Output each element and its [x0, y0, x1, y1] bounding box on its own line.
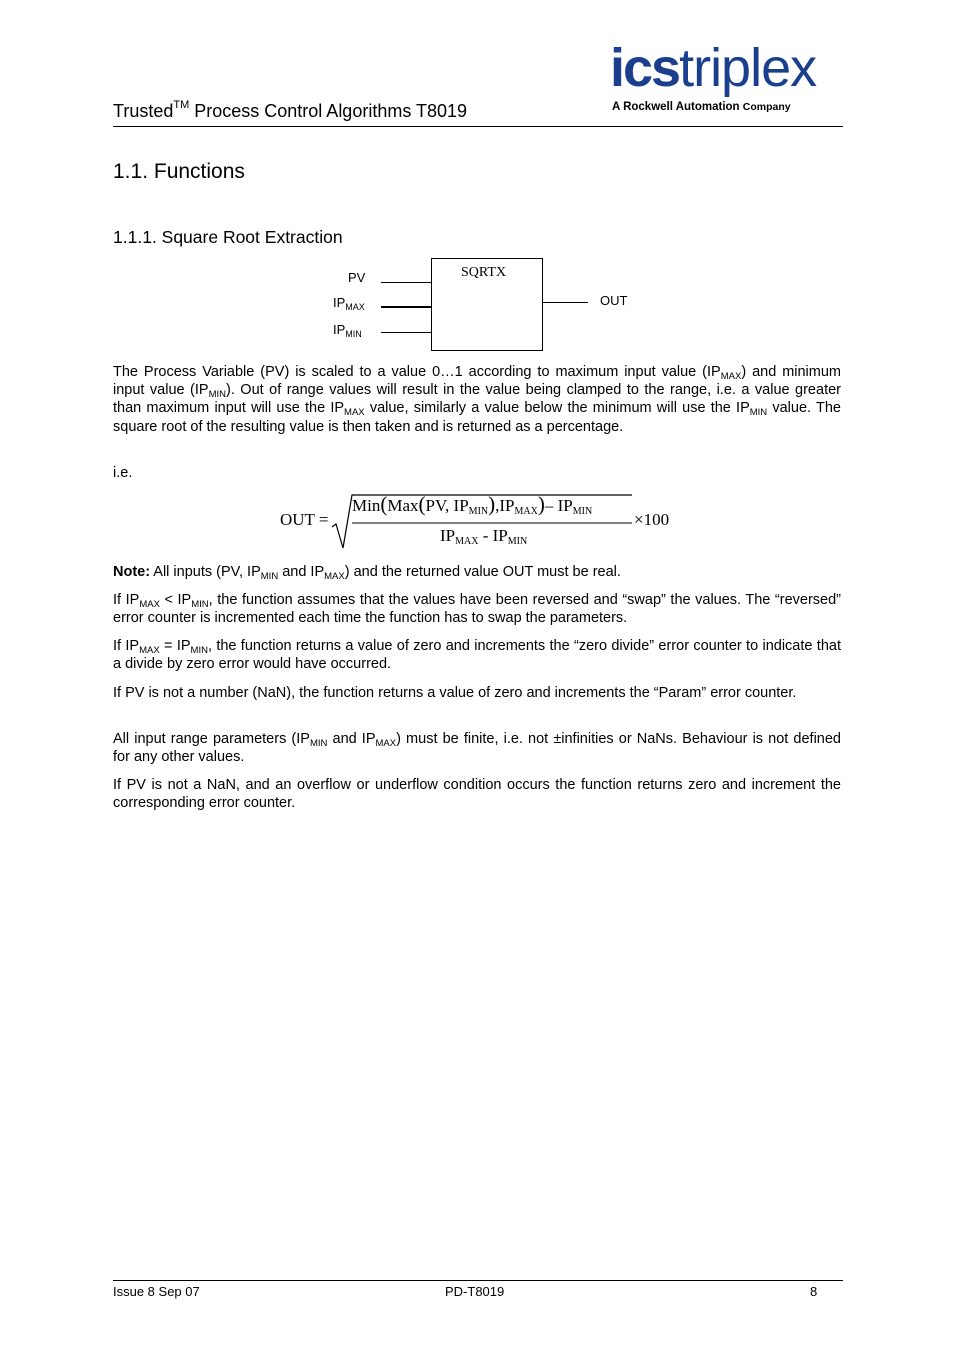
section-heading: 1.1. Functions: [113, 160, 245, 183]
p5-sub-2: MAX: [375, 738, 397, 749]
p1-sub-1: MAX: [720, 371, 742, 382]
note-sub-2: MAX: [324, 571, 345, 582]
p5-text-a: All input range parameters (IP: [113, 731, 310, 747]
formula-minus-ip: – IP: [544, 496, 573, 515]
footer-doc-id: PD-T8019: [445, 1284, 505, 1299]
note-text-b: and IP: [278, 564, 325, 580]
p3-text-c: , the function returns a value of zero and increments the “zero divide” error counter to indicate that a divide by zero error would have occurred.: [113, 638, 841, 673]
logo-tagline: [612, 101, 791, 113]
paragraph-finite: [113, 730, 841, 766]
logo-triplex: triplex: [679, 38, 817, 98]
p3-sub-2: MIN: [190, 645, 208, 656]
p2-sub-1: MAX: [139, 599, 160, 610]
p1-text-a: The Process Variable (PV) is scaled to a value 0…1 according to maximum input value (IP: [113, 364, 721, 380]
p2-sub-2: MIN: [191, 599, 209, 610]
p3-sub-1: MAX: [139, 645, 160, 656]
paragraph-scaling: [113, 363, 841, 436]
note-text-a: All inputs (PV, IP: [150, 564, 261, 580]
p1-text-d: value, similarly a value below the minimum will use the IP: [364, 400, 750, 417]
p5-text-b: and IP: [327, 731, 376, 747]
formula-sub-min-1: MIN: [468, 506, 489, 517]
paragraph-swap: [113, 591, 841, 627]
p2-text-b: < IP: [159, 592, 192, 608]
input-label-ipmin-base: IP: [333, 322, 346, 337]
formula-sub-min-2: MIN: [572, 506, 593, 517]
input-label-ipmax-base: IP: [333, 295, 346, 310]
formula-numerator: [352, 492, 593, 517]
title-text-rest: Process Control Algorithms T8019: [189, 101, 468, 121]
logo-tagline-company: Company: [742, 101, 791, 113]
p3-text-a: If IP: [113, 638, 140, 654]
formula-pv-ip: PV, IP: [425, 496, 469, 515]
document-title: [113, 101, 467, 122]
p1-text-b: ) and minimum input value (IP: [113, 364, 842, 399]
input-line-ipmax: [381, 306, 431, 308]
p1-text-e: value. The square root of the resulting value is then taken and is returned as a percentage.: [113, 400, 841, 435]
formula-den-minus-ip: - IP: [478, 526, 508, 545]
logo-ics: ics: [610, 38, 680, 98]
input-label-ipmin-sub: MIN: [345, 329, 362, 339]
formula-max: Max: [387, 496, 419, 515]
p1-sub-4: MIN: [749, 407, 768, 419]
input-label-ipmax-sub: MAX: [345, 302, 365, 312]
input-line-pv: [381, 282, 431, 283]
formula-min: Min: [352, 496, 381, 515]
formula-denominator: [440, 526, 527, 546]
note-text-c: ) and the returned value OUT must be real.: [344, 564, 621, 580]
p2-text-a: If IP: [113, 592, 140, 608]
paren-open-1: (: [380, 492, 388, 516]
output-label: OUT: [600, 293, 628, 308]
formula-ip-max: ,IP: [495, 496, 515, 515]
paragraph-overflow: If PV is not a NaN, and an overflow or underflow condition occurs the function returns zero and increment the corresponding error counter.: [113, 777, 841, 812]
p5-text-c: ) must be finite, i.e. not ±infinities or NaNs. Behaviour is not defined for any other values.: [113, 731, 842, 766]
p1-text-c: ). Out of range values will result in the value being clamped to the range, i.e. a value greater than maximum input will use the IP: [113, 382, 841, 417]
formula-den-ip: IP: [440, 526, 456, 545]
note-label: Note:: [113, 564, 151, 580]
formula-den-sub-max: MAX: [455, 536, 479, 547]
p1-sub-3: MAX: [344, 407, 365, 419]
formula-lhs: OUT =: [280, 510, 329, 529]
input-label-ipmax: [333, 295, 365, 310]
p3-text-b: = IP: [159, 638, 191, 654]
square-root-formula: [240, 490, 720, 554]
formula-times-100: ×100: [634, 510, 670, 529]
function-block-name: SQRTX: [461, 265, 507, 280]
formula-sub-max-1: MAX: [514, 506, 538, 517]
header-divider: [113, 126, 843, 127]
paragraph-ie: i.e.: [113, 465, 133, 481]
footer-page-number: 8: [810, 1284, 818, 1299]
title-text: Trusted: [113, 101, 174, 121]
paren-close-1: ): [488, 492, 496, 516]
note-sub-1: MIN: [260, 571, 279, 582]
input-label-pv: PV: [348, 270, 366, 285]
p5-sub-1: MIN: [309, 738, 328, 749]
company-logo: [610, 38, 816, 98]
subsection-heading: 1.1.1. Square Root Extraction: [113, 227, 343, 247]
footer-divider: [113, 1280, 843, 1281]
paren-close-2: ): [537, 492, 545, 516]
p2-text-c: , the function assumes that the values have been reversed and “swap” the values. The “reversed” error counter is incremented each time the function has to swap the parameters.: [113, 592, 841, 627]
paragraph-zero-divide: [113, 637, 841, 673]
input-label-ipmin: [333, 322, 362, 337]
input-line-ipmin: [381, 332, 431, 333]
paragraph-nan: If PV is not a number (NaN), the function returns a value of zero and increments the “Param” error counter.: [113, 685, 797, 701]
paren-open-2: (: [418, 492, 426, 516]
formula-den-sub-min: MIN: [507, 536, 528, 547]
footer-issue: Issue 8 Sep 07: [113, 1284, 200, 1299]
output-line: [543, 302, 588, 303]
logo-tagline-bold: A Rockwell Automation: [612, 101, 740, 113]
trademark-mark: TM: [173, 99, 190, 111]
paragraph-note: [113, 563, 841, 581]
p1-sub-2: MIN: [208, 389, 226, 401]
